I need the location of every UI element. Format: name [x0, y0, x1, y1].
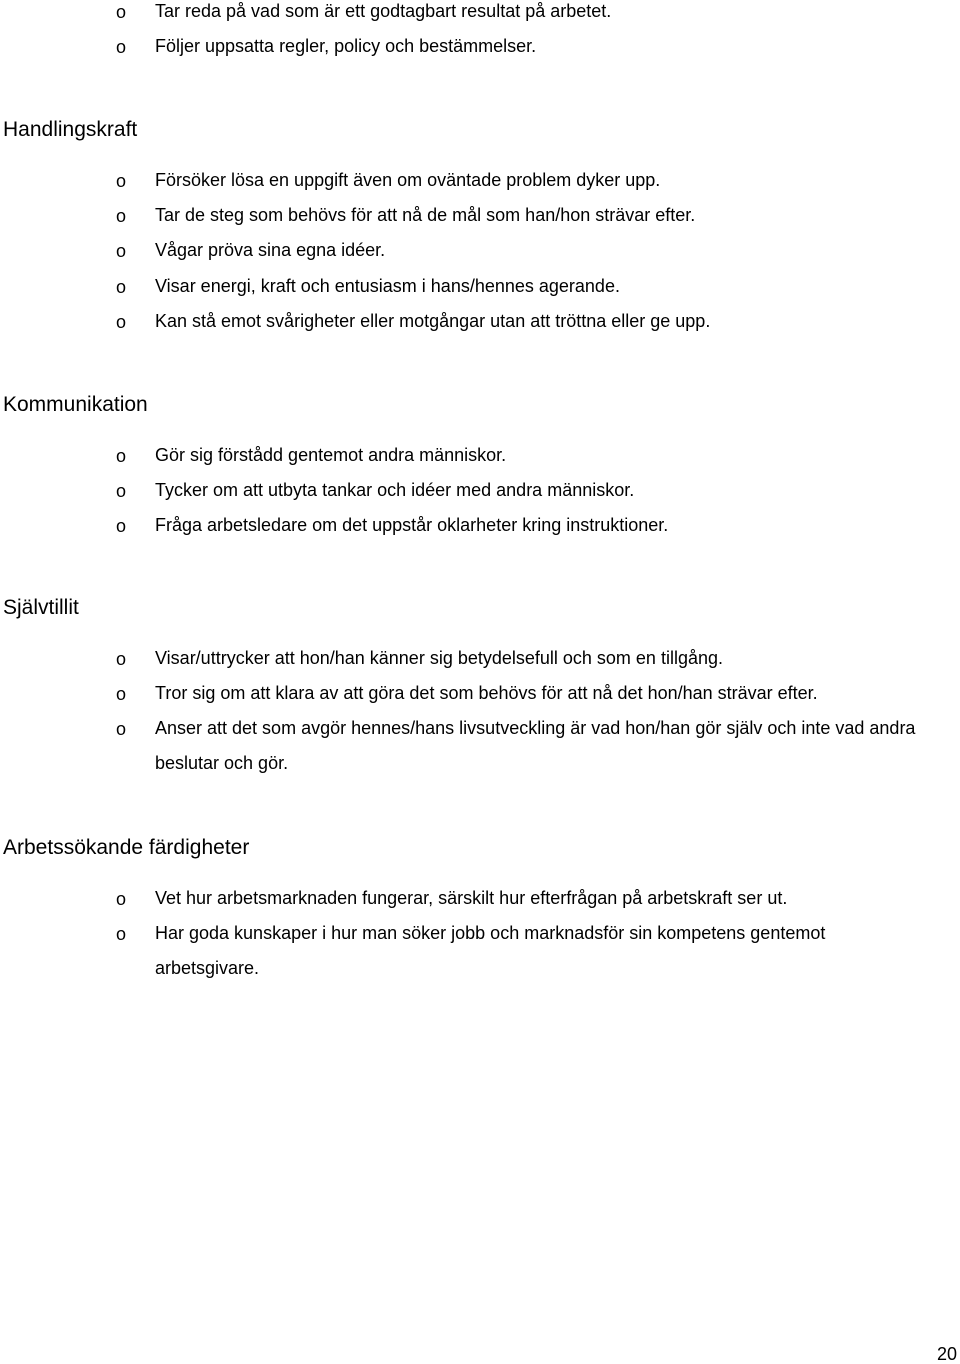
list-item-text: Försöker lösa en uppgift även om oväntade problem dyker upp. [155, 170, 661, 190]
section-heading: Arbetssökande färdigheter [3, 836, 250, 859]
bullet-marker: o [116, 241, 127, 261]
list-item-text: Fråga arbetsledare om det uppstår oklarheter kring instruktioner. [155, 515, 669, 535]
list-item-text: Tar de steg som behövs för att nå de mål som han/hon strävar efter. [155, 205, 696, 225]
bullet-marker: o [116, 277, 127, 297]
bullet-marker: o [116, 684, 127, 704]
bullet-marker: o [116, 206, 127, 226]
list-item-text: Visar energi, kraft och entusiasm i hans/hennes agerande. [155, 276, 620, 296]
list-item-text: Tycker om att utbyta tankar och idéer med andra människor. [155, 480, 635, 500]
bullet-marker: o [116, 719, 127, 739]
list-item-text: Anser att det som avgör hennes/hans livsutveckling är vad hon/han gör själv och inte vad andra beslutar och gör. [155, 718, 916, 773]
section-heading: Självtillit [3, 596, 79, 619]
list-item-text: Tror sig om att klara av att göra det som behövs för att nå det hon/han strävar efter. [155, 683, 818, 703]
list-item-text: Kan stå emot svårigheter eller motgångar utan att tröttna eller ge upp. [155, 311, 711, 331]
list-item-text: Tar reda på vad som är ett godtagbart resultat på arbetet. [155, 1, 612, 21]
list-item-text: Vet hur arbetsmarknaden fungerar, särskilt hur efterfrågan på arbetskraft ser ut. [155, 888, 788, 908]
bullet-marker: o [116, 171, 127, 191]
list-item-text: Följer uppsatta regler, policy och bestämmelser. [155, 36, 537, 56]
bullet-marker: o [116, 446, 127, 466]
list-item-text: Har goda kunskaper i hur man söker jobb och marknadsför sin kompetens gentemot arbetsgivare. [155, 923, 826, 978]
list-item-text: Gör sig förstådd gentemot andra människor. [155, 445, 507, 465]
section-heading: Kommunikation [3, 393, 148, 416]
bullet-marker: o [116, 37, 127, 57]
bullet-marker: o [116, 481, 127, 501]
bullet-marker: o [116, 889, 127, 909]
bullet-marker: o [116, 312, 127, 332]
list-item-text: Visar/uttrycker att hon/han känner sig betydelsefull och som en tillgång. [155, 648, 723, 668]
list-item-text: Vågar pröva sina egna idéer. [155, 240, 386, 260]
section-heading: Handlingskraft [3, 118, 138, 141]
bullet-marker: o [116, 924, 127, 944]
page-number: 20 [936, 1344, 957, 1364]
bullet-marker: o [116, 649, 127, 669]
bullet-marker: o [116, 516, 127, 536]
bullet-marker: o [116, 2, 127, 22]
